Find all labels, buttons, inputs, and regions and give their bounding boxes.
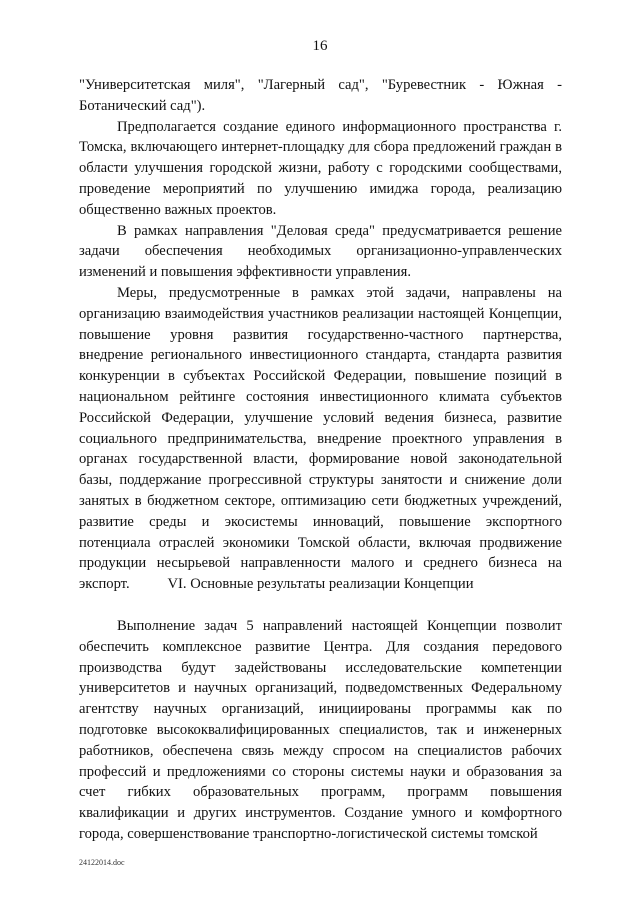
- paragraph-info-space: Предполагается создание единого информационного пространства г. Томска, включающего интернет-площадку для сбора предложений граждан в области улучшения городской жизни, работу с городскими сообществами, проведение мероприятий по улучшению имиджа города, реализацию общественно важных проектов.: [79, 118, 562, 218]
- paragraph-results: Выполнение задач 5 направлений настоящей Концепции позволит обеспечить комплексное развитие Центра. Для создания передового производства будут задействованы исследовательские компетенции университетов и научных организаций, подведомственных Федеральному агентству научных организаций, инициированы программы как по подготовке высококвалифицированных специалистов, так и инженерных работников, обеспечена связь между спросом на специалистов рабочих профессий и предложениями со стороны системы науки и образования за счет гибких образовательных программ, программ повышения квалификации и других инструментов. Создание умного и комфортного города, совершенствование транспортно-логистической системы томской: [79, 618, 562, 842]
- paragraph-business-environment: В рамках направления "Деловая среда" предусматривается решение задачи обеспечения необходимых организационно-управленческих изменений и повышения эффективности управления.: [79, 222, 562, 281]
- paragraph-continuation: "Университетская миля", "Лагерный сад", "Буревестник - Южная - Ботанический сад").: [79, 77, 562, 114]
- section-heading: VI. Основные результаты реализации Концепции: [167, 576, 474, 592]
- section-text: [79, 616, 562, 845]
- footer-filename: 24122014.doc: [79, 858, 125, 867]
- body-text: [79, 75, 562, 595]
- paragraph-measures: Меры, предусмотренные в рамках этой задачи, направлены на организацию взаимодействия участников реализации настоящей Концепции, повышение уровня развития государственно-частного партнерства, внедрение регионального инвестиционного стандарта, стандарта развития конкуренции в субъектах Российской Федерации, повышение позиций в национальном рейтинге состояния инвестиционного климата субъектов Российской Федерации, улучшение условий ведения бизнеса, развитие социального предпринимательства, внедрение проектного управления в органах государственной власти, формирование новой законодательной базы, поддержание прогрессивной структуры занятости и снижение доли занятых в бюджетном секторе, оптимизацию сети бюджетных учреждений, развитие среды и экосистемы инноваций, повышение экспортного потенциала отраслей экономики Томской области, включая продвижение продукции несырьевой направленности малого и среднего бизнеса на экспорт.: [79, 284, 562, 593]
- page-number: 16: [312, 38, 328, 54]
